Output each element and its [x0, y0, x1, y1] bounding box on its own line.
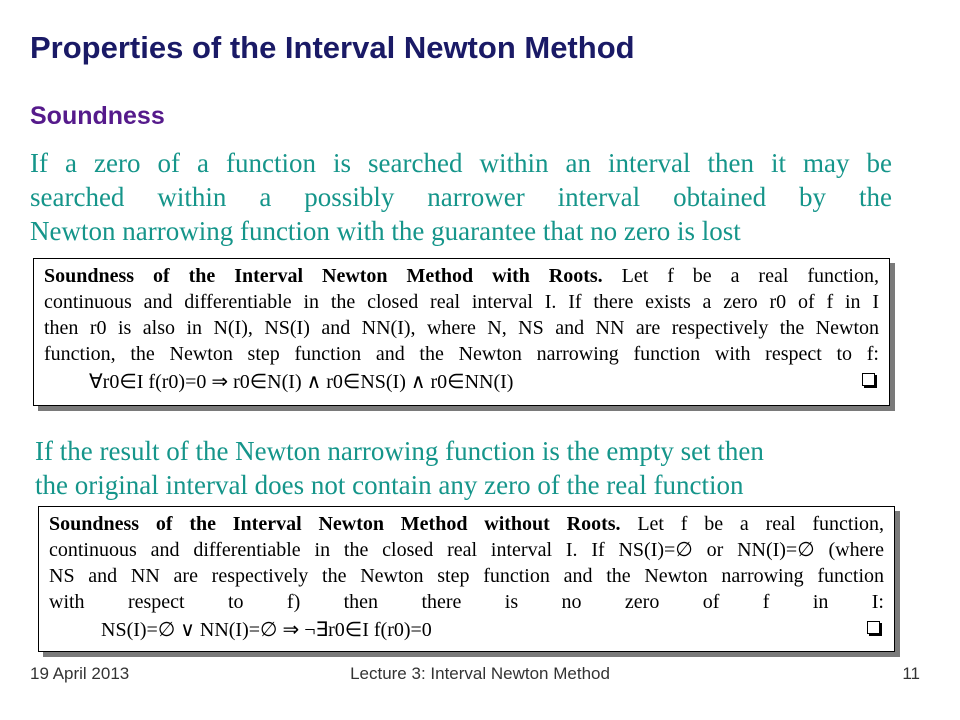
theorem-line: with respect to f) then there is no zero of f in I: [49, 591, 884, 613]
soundness-paragraph [30, 146, 892, 248]
theorem-formula [44, 367, 879, 397]
footer-page-number: 11 [902, 664, 920, 683]
paragraph-line: If the result of the Newton narrowing function is the empty set then [35, 436, 764, 466]
theorem-line-1 [49, 511, 884, 537]
footer-course: Lecture 3: Interval Newton Method [350, 664, 610, 683]
paragraph-line: If a zero of a function is searched within an interval then it may be [30, 148, 892, 178]
qed-box-icon [862, 373, 875, 386]
section-heading: Soundness [30, 102, 165, 130]
paragraph-line: Newton narrowing function with the guarantee that no zero is lost [30, 216, 741, 246]
formula-text: NS(I)=∅ ∨ NN(I)=∅ ⇒ ¬∃r0∈I f(r0)=0 [101, 619, 432, 641]
theorem-name: Soundness of the Interval Newton Method with Roots. [44, 265, 603, 287]
theorem-line: continuous and differentiable in the closed real interval I. If NS(I)=∅ or NN(I)=∅ (where [49, 539, 884, 561]
paragraph-line: the original interval does not contain any zero of the real function [35, 470, 744, 500]
theorem-line-1 [44, 263, 879, 289]
theorem-line: function, the Newton step function and the Newton narrowing function with respect to f: [44, 343, 879, 365]
slide-title: Properties of the Interval Newton Method [30, 30, 635, 65]
theorem-name: Soundness of the Interval Newton Method without Roots. [49, 513, 621, 535]
qed-box-icon [867, 621, 880, 634]
theorem-box-with-roots [33, 258, 890, 406]
footer-date: 19 April 2013 [30, 664, 130, 683]
theorem-text: Let f be a real function, [637, 513, 885, 535]
theorem-line: continuous and differentiable in the closed real interval I. If there exists a zero r0 of f in I [44, 291, 879, 313]
theorem-box-without-roots [38, 506, 895, 652]
theorem-text: Let f be a real function, [621, 265, 879, 287]
formula-text: ∀r0∈I f(r0)=0 ⇒ r0∈N(I) ∧ r0∈NS(I) ∧ r0∈NN(I) [89, 371, 514, 393]
paragraph-line: searched within a possibly narrower interval obtained by the [30, 182, 892, 212]
theorem-line: then r0 is also in N(I), NS(I) and NN(I), where N, NS and NN are respectively the Newton [44, 317, 879, 339]
theorem-formula [49, 615, 884, 645]
theorem-line: NS and NN are respectively the Newton step function and the Newton narrowing function [49, 565, 884, 587]
empty-set-paragraph [35, 434, 915, 502]
